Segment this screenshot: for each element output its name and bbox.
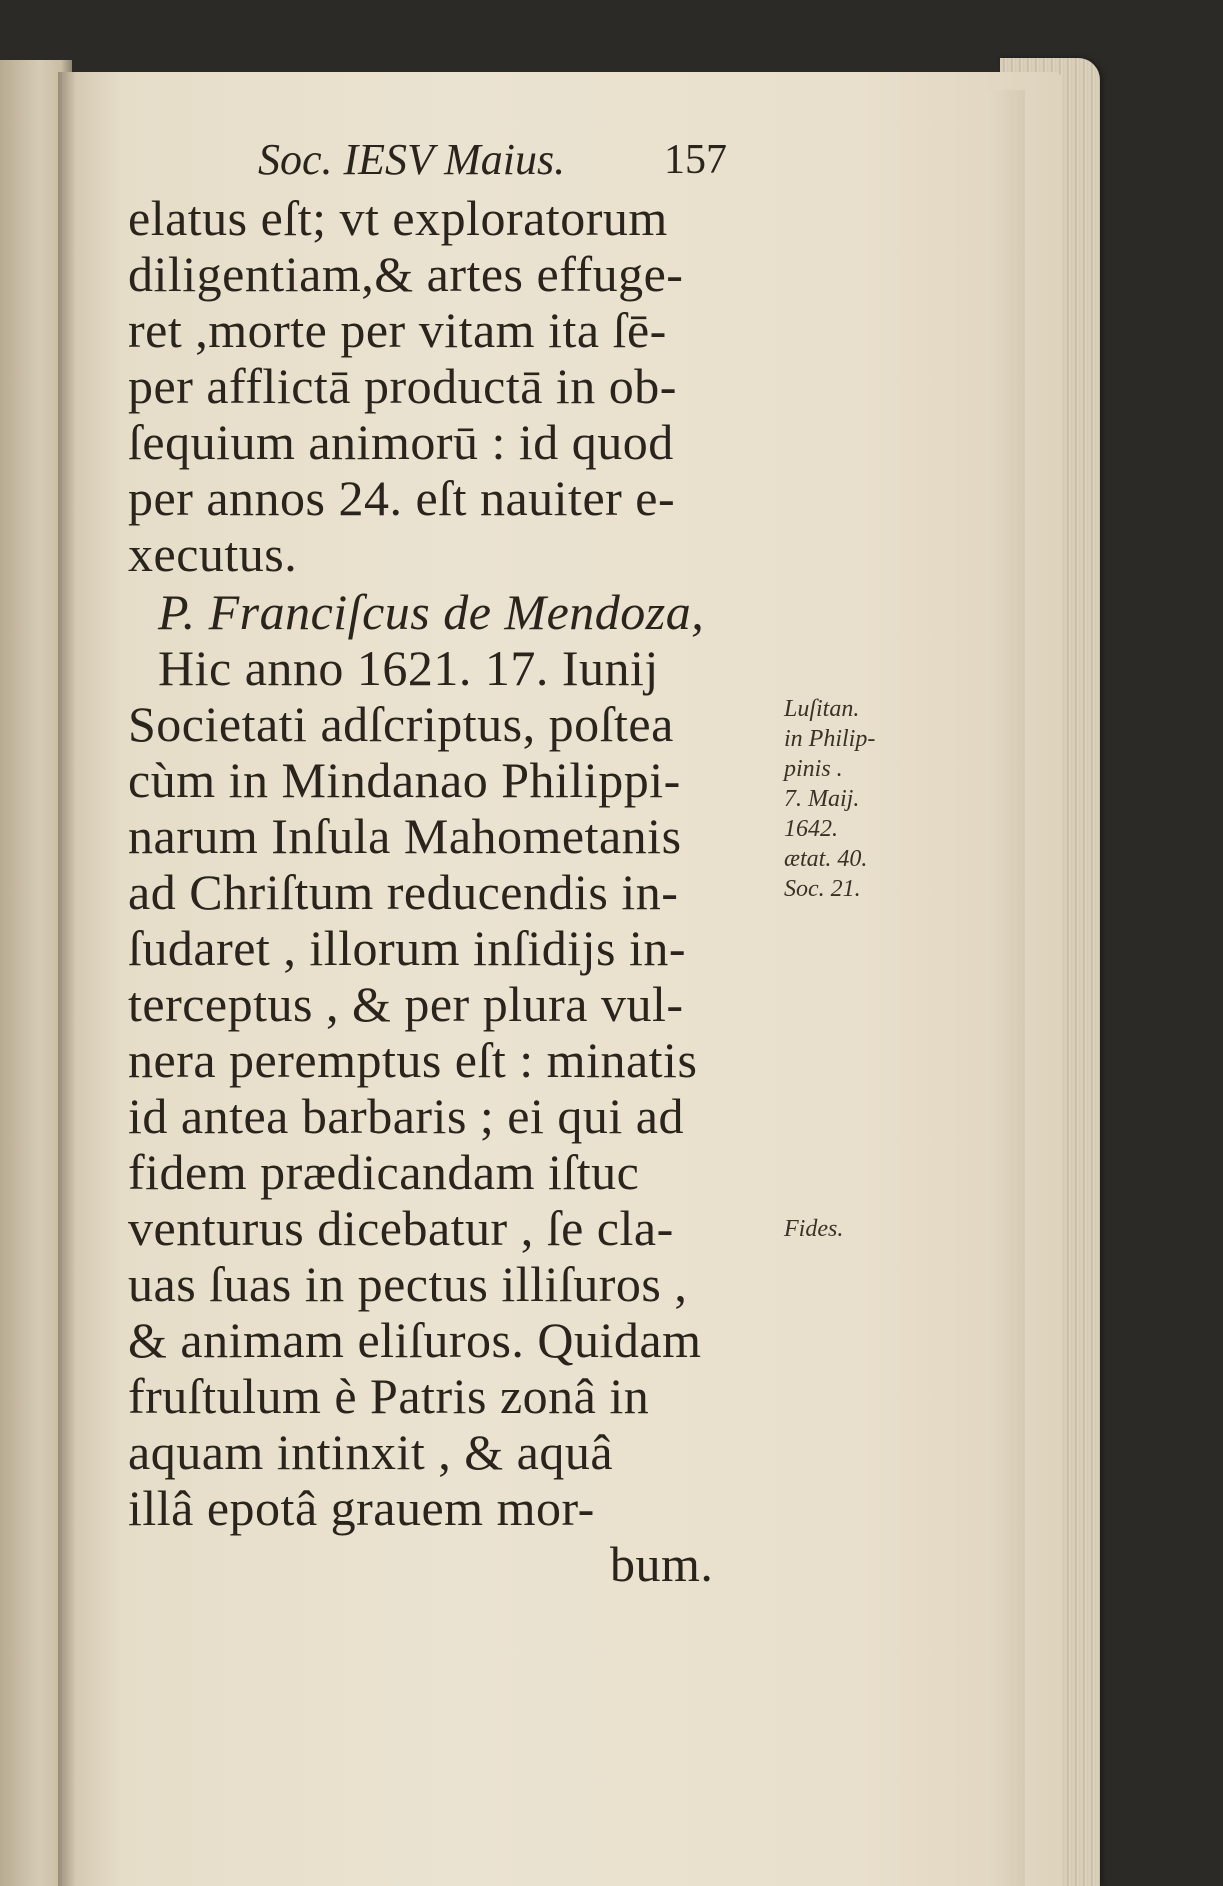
margin-note-line: Soc. 21. <box>784 876 861 902</box>
body-line: ad Chriſtum reducendis in- <box>128 864 679 920</box>
spine-shadow <box>58 72 76 1886</box>
body-line: cùm in Mindanao Philippi- <box>128 752 681 808</box>
body-line: narum Inſula Mahometanis <box>128 808 682 864</box>
body-line: id antea barbaris ; ei qui ad <box>128 1088 684 1144</box>
body-line: aquam intinxit , & aquâ <box>128 1424 614 1480</box>
margin-note-fides: Fides. <box>784 1216 844 1242</box>
body-line: per afflictā productā in ob- <box>128 358 677 414</box>
margin-note-line: in Philip- <box>784 726 876 752</box>
body-line: ret ,morte per vitam ita ſē- <box>128 302 667 358</box>
body-line: Societati adſcriptus, poſtea <box>128 696 674 752</box>
body-line: xecutus. <box>128 526 298 582</box>
page-number: 157 <box>664 137 727 183</box>
margin-note-line: pinis . <box>784 756 843 782</box>
body-line: diligentiam,& artes effuge- <box>128 246 684 302</box>
body-line: fidem prædicandam iſtuc <box>128 1144 640 1200</box>
body-line: terceptus , & per plura vul- <box>128 976 684 1032</box>
body-line: & animam eliſuros. Quidam <box>128 1312 702 1368</box>
catchword: bum. <box>610 1536 714 1592</box>
body-line: fruſtulum è Patris zonâ in <box>128 1368 650 1424</box>
body-line: Hic anno 1621. 17. Iunij <box>158 640 659 696</box>
page-edge-inner <box>985 90 1025 1886</box>
margin-note-line: ætat. 40. <box>784 846 868 872</box>
section-heading: P. Franciſcus de Mendoza, <box>158 584 705 640</box>
running-head: Soc. IESV Maius. <box>258 135 566 184</box>
body-line: venturus dicebatur , ſe cla- <box>128 1200 674 1256</box>
margin-note-line: 7. Maij. <box>784 786 860 812</box>
body-line: ſequium animorū : id quod <box>128 414 674 470</box>
body-line: uas ſuas in pectus illiſuros , <box>128 1256 688 1312</box>
margin-note-line: 1642. <box>784 816 838 842</box>
body-line: per annos 24. eſt nauiter e- <box>128 470 676 526</box>
body-line: ſudaret , illorum inſidijs in- <box>128 920 686 976</box>
body-line: illâ epotâ grauem mor- <box>128 1480 595 1536</box>
body-line: nera peremptus eſt : minatis <box>128 1032 698 1088</box>
body-line: elatus eſt; vt exploratorum <box>128 190 668 246</box>
margin-note-line: Luſitan. <box>784 696 860 722</box>
